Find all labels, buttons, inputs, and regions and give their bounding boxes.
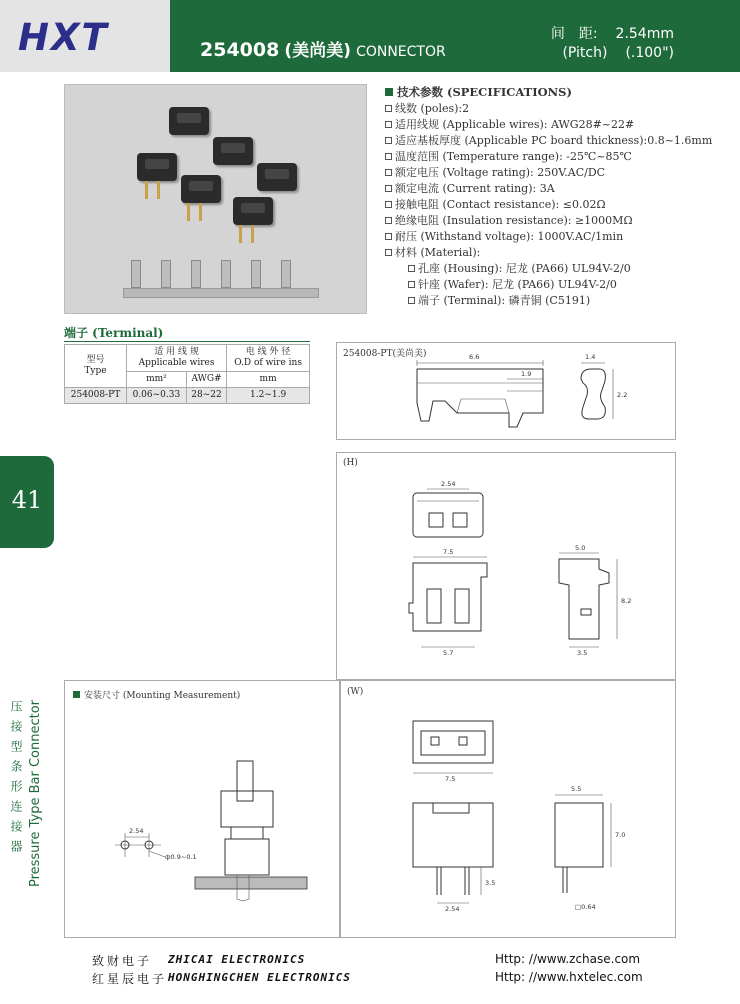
connector-pin [187, 203, 190, 221]
divider [64, 341, 310, 342]
housing-drawing-svg [337, 453, 675, 679]
connector-image [137, 153, 177, 181]
connector-image [169, 107, 209, 135]
spec-item: 材料 (Material): [385, 245, 725, 261]
pitch-info [551, 25, 674, 63]
spec-item: 绝缘电阻 (Insulation resistance): ≥1000MΩ [385, 213, 725, 229]
dim-w-height: 7.0 [615, 831, 626, 839]
connector-image [233, 197, 273, 225]
spec-item: 适用线规 (Applicable wires): AWG28#~22# [385, 117, 725, 133]
connector-pin [157, 181, 160, 199]
title-suffix: CONNECTOR [356, 44, 446, 60]
dim-w-pitch: 2.54 [445, 905, 460, 913]
housing-drawing-label: (H) [343, 458, 358, 468]
mounting-drawing-svg [65, 681, 339, 937]
mounting-drawing-label: 安装尺寸 (Mounting Measurement) [73, 688, 240, 701]
material-item: 孔座 (Housing): 尼龙 (PA66) UL94V-2/0 [385, 261, 725, 277]
cell-type: 254008-PT [65, 388, 127, 404]
footer-company-en-2: HONGHINGCHEN ELECTRONICS [168, 971, 351, 984]
wafer-drawing-label: (W) [347, 687, 364, 697]
connector-image [181, 175, 221, 203]
product-photo [64, 84, 367, 314]
wafer-drawing-svg [341, 681, 675, 937]
dim-h-width: 7.5 [443, 548, 454, 556]
dim-h-side-height: 8.2 [621, 597, 632, 605]
pitch-label-en: (Pitch) [562, 45, 608, 61]
material-item: 端子 (Terminal): 磷青铜 (C5191) [385, 293, 725, 309]
dim-w-pin: 3.5 [485, 879, 496, 887]
spec-item: 额定电压 (Voltage rating): 250V.AC/DC [385, 165, 725, 181]
terminal-image [161, 260, 171, 288]
terminal-carrier-strip [123, 288, 319, 298]
dim-h-side-bottom: 3.5 [577, 649, 588, 657]
connector-image [213, 137, 253, 165]
dim-mount-pitch: 2.54 [129, 827, 144, 835]
table-row [65, 388, 310, 404]
part-chinese-name: (美尚美) [284, 41, 351, 61]
pitch-value-in: (.100") [625, 45, 674, 61]
side-caption [8, 700, 48, 920]
logo-area [0, 0, 170, 72]
side-caption-cn: 压接型条形连接器 [9, 700, 23, 860]
dim-h-bottom: 5.7 [443, 649, 454, 657]
page-number-tab [0, 456, 54, 548]
cell-mm2: 0.06~0.33 [126, 388, 186, 404]
material-item: 针座 (Wafer): 尼龙 (PA66) UL94V-2/0 [385, 277, 725, 293]
footer-company-cn-2: 红星辰电子 [92, 972, 168, 986]
footer-url-1[interactable]: Http: //www.zchase.com [495, 952, 641, 966]
spec-item: 额定电流 (Current rating): 3A [385, 181, 725, 197]
terminal-image [191, 260, 201, 288]
wafer-drawing [340, 680, 676, 938]
dim-w-pin-size: □0.64 [575, 903, 596, 911]
pitch-label-cn: 间 距: [550, 26, 598, 42]
cell-awg: 28~22 [186, 388, 226, 404]
side-caption-en: Pressure Type Bar Connector [28, 700, 43, 888]
connector-pin [251, 225, 254, 243]
col-wires-header: 适 用 线 规 Applicable wires [126, 345, 226, 372]
page-footer [0, 950, 740, 1004]
spec-item: 接触电阻 (Contact resistance): ≤0.02Ω [385, 197, 725, 213]
connector-pin [239, 225, 242, 243]
cell-od: 1.2~1.9 [227, 388, 310, 404]
dim-pt-length: 6.6 [469, 353, 480, 361]
spec-item: 线数 (poles):2 [385, 101, 725, 117]
spec-item: 适应基板厚度 (Applicable PC board thickness):0.8~1.6mm [385, 133, 725, 149]
spec-item: 耐压 (Withstand voltage): 1000V.AC/1min [385, 229, 725, 245]
spec-item: 温度范围 (Temperature range): -25℃~85℃ [385, 149, 725, 165]
specifications-title: 技术参数 (SPECIFICATIONS) [385, 84, 725, 100]
page-header [0, 0, 740, 72]
footer-company-cn-1: 致财电子 [92, 954, 153, 968]
page-title [200, 36, 446, 61]
col-type-header: 型号 Type [65, 345, 127, 388]
part-number: 254008 [200, 39, 280, 61]
connector-pin [199, 203, 202, 221]
pitch-value-mm: 2.54mm [615, 26, 674, 42]
footer-company-en-1: ZHICAI ELECTRONICS [168, 953, 306, 966]
col-od-header: 电 线 外 径 O.D of wire ins [227, 345, 310, 372]
page-number: 41 [11, 486, 43, 514]
logo: HXT [18, 16, 109, 59]
terminal-image [281, 260, 291, 288]
unit-mm: mm [227, 372, 310, 388]
dim-h-side: 5.0 [575, 544, 586, 552]
terminal-drawing [336, 342, 676, 440]
dim-w-width: 7.5 [445, 775, 456, 783]
connector-image [257, 163, 297, 191]
dim-h-top: 2.54 [441, 480, 456, 488]
terminal-image [221, 260, 231, 288]
dim-mount-hole: ф0.9~0.1 [165, 853, 197, 861]
terminal-image [251, 260, 261, 288]
connector-pin [145, 181, 148, 199]
unit-mm2: mm² [126, 372, 186, 388]
housing-drawing [336, 452, 676, 680]
specifications [385, 84, 725, 309]
terminal-table-title: 端子 (Terminal) [64, 326, 164, 340]
terminal-table [64, 344, 310, 404]
dim-pt-height: 2.2 [617, 391, 628, 399]
mounting-drawing [64, 680, 340, 938]
dim-w-side: 5.5 [571, 785, 582, 793]
terminal-image [131, 260, 141, 288]
dim-pt-1: 1.9 [521, 370, 532, 378]
footer-url-2[interactable]: Http: //www.hxtelec.com [495, 970, 643, 984]
unit-awg: AWG# [186, 372, 226, 388]
dim-pt-width: 1.4 [585, 353, 596, 361]
terminal-drawing-label: 254008-PT(美尚美) [343, 349, 427, 359]
